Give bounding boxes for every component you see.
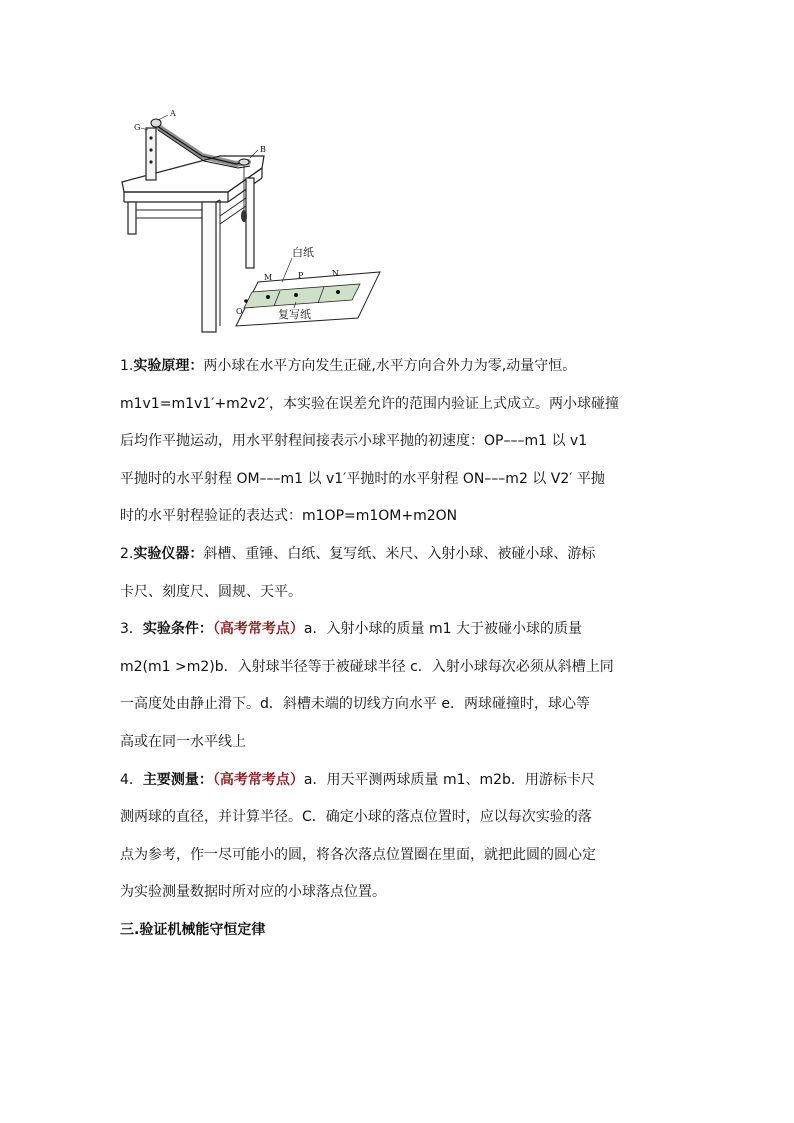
label-carbon-paper: 复写纸 bbox=[278, 308, 311, 321]
section3-number: 3． bbox=[120, 621, 143, 638]
section3-tag: （高考常考点） bbox=[212, 621, 304, 638]
section1-number: 1. bbox=[120, 358, 134, 374]
table-leg-back-left bbox=[128, 202, 136, 234]
section2-line2: 卡尺、刻度尺、圆规、天平。 bbox=[120, 583, 302, 600]
section4-number: 4． bbox=[120, 771, 143, 788]
collision-apparatus-figure bbox=[118, 106, 390, 338]
label-N: N bbox=[332, 269, 339, 278]
label-M: M bbox=[264, 273, 273, 282]
section1-text: 两小球在水平方向发生正碰,水平方向合外力为零,动量守恒。 bbox=[203, 358, 577, 374]
section3-title: 实验条件： bbox=[142, 621, 213, 638]
label-P: P bbox=[298, 271, 304, 280]
document-body bbox=[120, 348, 676, 950]
section1-line3: 后均作平抛运动，用水平射程间接表示小球平抛的初速度：OP–––m1 以 v1 bbox=[120, 433, 588, 450]
section4-tag: （高考常考点） bbox=[212, 771, 304, 788]
section3-line4: 高或在同一水平线上 bbox=[120, 733, 246, 750]
point-O bbox=[244, 299, 248, 303]
section4-line1 bbox=[120, 762, 676, 800]
label-B: B bbox=[260, 145, 266, 154]
section2-number: 2. bbox=[120, 545, 134, 562]
point-P bbox=[294, 293, 298, 297]
section4-line3: 点为参考，作一尽可能小的圆，将各次落点位置圈在里面，就把此圆的圆心定 bbox=[120, 846, 596, 863]
point-M bbox=[266, 295, 270, 299]
section1-title: 实验原理： bbox=[133, 358, 204, 374]
section1-line4: 平抛时的水平射程 OM–––m1 以 v1′平抛时的水平射程 ON–––m2 以 V2′ 平抛 bbox=[120, 470, 605, 487]
section1-line2: m1v1=m1v1′+m2v2′，本实验在误差允许的范围内验证上式成立。两小球碰撞 bbox=[120, 395, 620, 412]
stand-post bbox=[146, 128, 156, 180]
section4-line2: 测两球的直径，并计算半径。C．确定小球的落点位置时，应以每次实验的落 bbox=[120, 809, 592, 826]
plumb-bob bbox=[241, 210, 247, 222]
section4-line4: 为实验测量数据时所对应的小球落点位置。 bbox=[120, 884, 386, 901]
section3-text: a．入射小球的质量 m1 大于被碰小球的质量 bbox=[303, 621, 582, 638]
point-N bbox=[336, 290, 340, 294]
label-O: O bbox=[236, 307, 243, 316]
section3-line2: m2(m1 >m2)b．入射球半径等于被碰球半径 c．入射小球每次必须从斜槽上同 bbox=[120, 658, 614, 675]
section1-line1 bbox=[120, 348, 676, 386]
label-G: G bbox=[134, 123, 141, 132]
section3-line1 bbox=[120, 611, 676, 649]
section2-line1 bbox=[120, 536, 676, 574]
heading-three: 三.验证机械能守恒定律 bbox=[120, 921, 266, 938]
section4-text: a．用天平测两球质量 m1、m2b．用游标卡尺 bbox=[303, 771, 595, 788]
section4-title: 主要测量： bbox=[142, 771, 213, 788]
section1-line5: 时的水平射程验证的表达式：m1OP=m1OM+m2ON bbox=[120, 508, 458, 525]
label-A: A bbox=[170, 109, 176, 118]
section2-title: 实验仪器： bbox=[133, 545, 204, 562]
section3-line3: 一高度处由静止滑下。d．斜槽未端的切线方向水平 e．两球碰撞时，球心等 bbox=[120, 696, 590, 713]
section2-text: 斜槽、重锤、白纸、复写纸、米尺、入射小球、被碰小球、游标 bbox=[203, 545, 596, 562]
table-leg-back-right bbox=[246, 178, 254, 268]
label-white-paper: 白纸 bbox=[292, 246, 314, 259]
table-leg-front bbox=[202, 202, 216, 332]
